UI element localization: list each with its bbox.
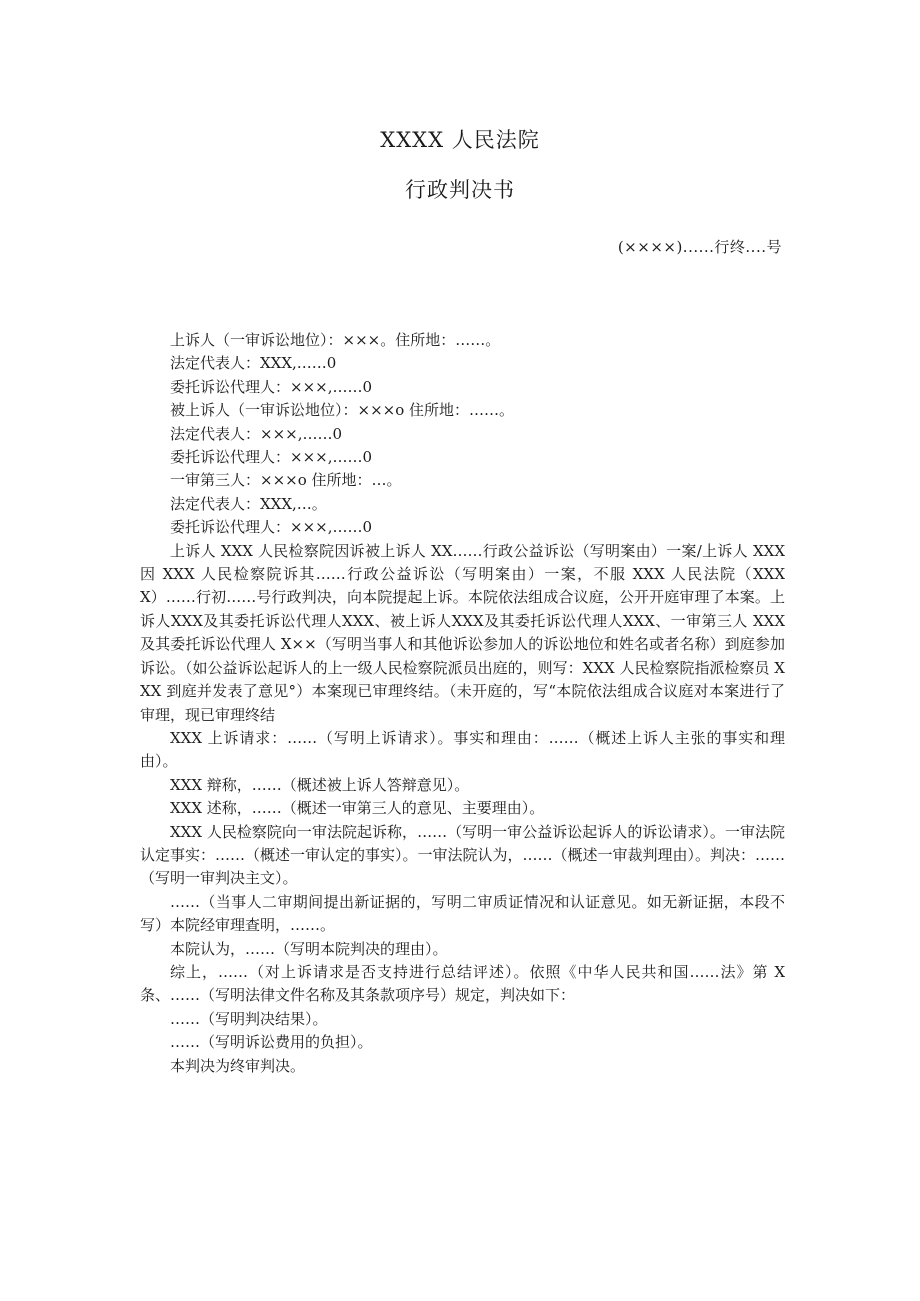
party-line: 被上诉人（一审诉讼地位）：×××o 住所地：……。 (170, 401, 515, 420)
document-type-title: 行政判决书 (405, 178, 515, 202)
paragraph-judgment-result: ……（写明判决结果）。 (170, 1009, 328, 1028)
paragraph-litigation-costs: ……（写明诉讼费用的负担）。 (170, 1033, 373, 1052)
paragraph-legal-basis: 综上，……（对上诉请求是否支持进行总结评述）。依照《中华人民共和国……法》第 X 条、……（写明法律文件名称及其条款项序号）规定，判决如下： (140, 962, 785, 1005)
party-line: 一审第三人：×××o 住所地：…。 (170, 471, 402, 490)
paragraph-third-party-statement: XXX 述称，……（概述一审第三人的意见、主要理由）。 (170, 799, 545, 818)
party-line: 法定代表人：XXX,…。 (170, 494, 327, 513)
paragraph-court-reasoning: 本院认为，……（写明本院判决的理由）。 (170, 939, 448, 958)
paragraph-case-summary: 上诉人 XXX 人民检察院因诉被上诉人 XX……行政公益诉讼（写明案由）一案/上诉人 XXX 因 XXX 人民检察院诉其……行政公益诉讼（写明案由）一案，不服 XXX 人民法院（XXXX）……行初……号行政判决，向本院提起上诉。本院依法组成合议庭，公开开庭审理了本案。上诉人XXX及其委托诉讼代理人XXX、被上诉人XXX及其委托诉讼代理人XXX、一审第三人 XXX 及其委托诉讼代理人 X××（写明当事人和其他诉讼参加人的诉讼地位和姓名或者名称）到庭参加诉讼。（如公益诉讼起诉人的上一级人民检察院派员出庭的，则写：XXX 人民检察院指派检察员 XXX 到庭并发表了意见°）本案现已审理终结。（未开庭的，写“本院依法组成合议庭对本案进行了审理，现已审理终结 (140, 541, 785, 724)
paragraph-new-evidence: ……（当事人二审期间提出新证据的，写明二审质证情况和认证意见。如无新证据，本段不写）本院经审理查明，……。 (140, 892, 785, 935)
paragraph-first-instance: XXX 人民检察院向一审法院起诉称，……（写明一审公益诉讼起诉人的诉讼请求）。一审法院认定事实：……（概述一审认定的事实）。一审法院认为，……（概述一审裁判理由）。判决：……（写明一审判决主文）。 (140, 822, 786, 888)
paragraph-final-judgment: 本判决为终审判决。 (170, 1056, 306, 1075)
document-body (140, 329, 785, 1078)
party-line: 上诉人（一审诉讼地位）：×××。住所地：……。 (170, 331, 501, 349)
case-number: (××××)......行终....号 (617, 238, 782, 256)
party-line: 委托诉讼代理人：×××,……0 (170, 377, 373, 396)
party-line: 法定代表人：×××,……0 (170, 424, 343, 443)
party-line: 委托诉讼代理人：×××,……0 (170, 448, 373, 467)
party-line: 委托诉讼代理人：×××,……0 (170, 518, 373, 537)
paragraph-appellee-defense: XXX 辩称，……（概述被上诉人答辩意见）。 (170, 775, 470, 794)
paragraph-appeal-claims: XXX 上诉请求：……（写明上诉请求）。事实和理由：……（概述上诉人主张的事实和理由）。 (140, 728, 785, 771)
party-line: 法定代表人：XXX,……0 (170, 354, 337, 373)
court-name: XXXX 人民法院 (380, 128, 540, 152)
